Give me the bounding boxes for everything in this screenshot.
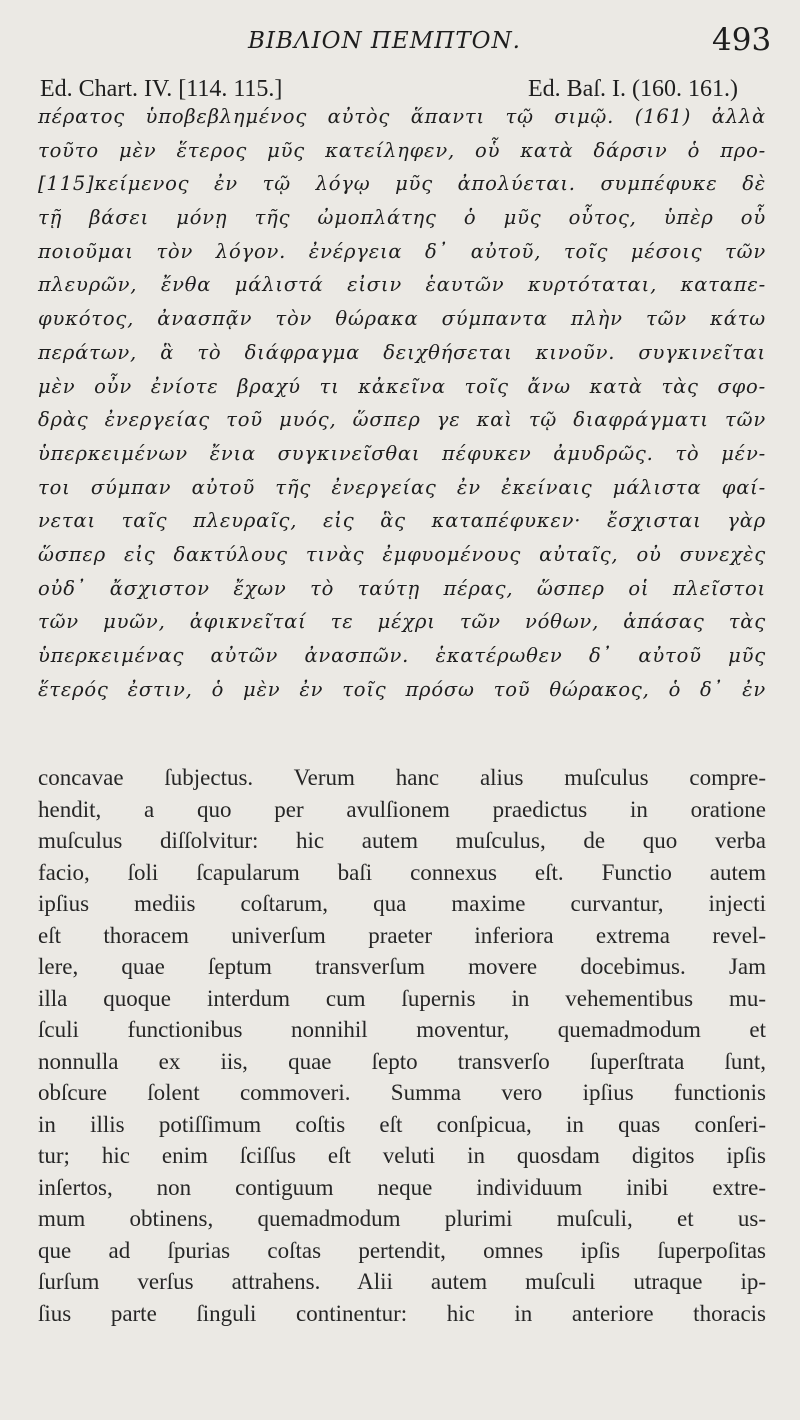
latin-text-line: tur; hic enim ſciſſus eſt veluti in quosdam digitos ipſis: [38, 1143, 766, 1168]
latin-text-line: illa quoque interdum cum ſupernis in vehementibus mu-: [38, 985, 766, 1011]
running-title: ΒΙΒΛΙΟΝ ΠΕΜΠΤΟΝ.: [248, 28, 521, 54]
greek-text-line: πλευρῶν, ἔνθα μάλιστά εἰσιν ἑαυτῶν κυρτόταται, καταπε-: [38, 273, 766, 297]
greek-text-line: δρὰς ἐνεργείας τοῦ μυός, ὥσπερ γε καὶ τῷ διαφράγματι τῶν: [38, 408, 766, 432]
greek-text-line: ὑπερκειμένων ἔνια συγκινεῖσθαι πέφυκεν ἀμυδρῶς. τὸ μέν-: [38, 441, 766, 465]
latin-text-block: [38, 762, 766, 1329]
greek-text-line: φυκότος, ἀνασπᾷν τὸν θώρακα σύμπαντα πλὴν τῶν κάτω: [38, 307, 766, 331]
greek-text-line: τοῦτο μὲν ἕτερος μῦς κατείληφεν, οὗ κατὰ δάρσιν ὁ προ-: [38, 138, 766, 162]
latin-text-line: facio, ſoli ſcapularum baſi connexus eſt. Functio autem: [38, 859, 766, 885]
latin-text-line: inſertos, non contiguum neque individuum inibi extre-: [38, 1174, 766, 1200]
latin-text-line: que ad ſpurias coſtas pertendit, omnes ipſis ſuperpoſitas: [38, 1237, 766, 1263]
latin-text-line: lere, quae ſeptum transverſum movere docebimus. Jam: [38, 954, 766, 979]
greek-text-line: ὥσπερ εἰς δακτύλους τινὰς ἐμφυομένους αὐταῖς, οὐ συνεχὲς: [38, 542, 766, 566]
greek-text-line: τῶν μυῶν, ἀφικνεῖταί τε μέχρι τῶν νόθων, ἁπάσας τὰς: [38, 610, 766, 634]
greek-text-line: ὑπερκειμένας αὐτῶν ἀνασπῶν. ἑκατέρωθεν δ᾽ αὐτοῦ μῦς: [38, 644, 766, 667]
latin-text-line: obſcure ſolent commoveri. Summa vero ipſius functionis: [38, 1080, 766, 1105]
greek-text-line: μὲν οὖν ἐνίοτε βραχύ τι κἀκεῖνα τοῖς ἄνω κατὰ τὰς σφο-: [38, 374, 766, 398]
edition-reference-basel: Ed. Baſ. I. (160. 161.): [528, 76, 738, 102]
greek-text-line: τῇ βάσει μόνῃ τῆς ὠμοπλάτης ὁ μῦς οὗτος, ὑπὲρ οὗ: [38, 206, 766, 230]
latin-text-line: ſius parte ſinguli continentur: hic in anteriore thoracis: [38, 1300, 766, 1326]
greek-text-line: νεται ταῖς πλευραῖς, εἰς ἃς καταπέφυκεν· ἔσχισται γὰρ: [38, 509, 766, 533]
greek-text-line: [115]κείμενος ἐν τῷ λόγῳ μῦς ἀπολύεται. συμπέφυκε δὲ: [38, 172, 766, 196]
running-head: [0, 22, 800, 62]
edition-reference-chart: Ed. Chart. IV. [114. 115.]: [40, 76, 283, 102]
latin-text-line: nonnulla ex iis, quae ſepto transverſo ſuperſtrata ſunt,: [38, 1048, 766, 1074]
greek-text-line: ἕτερός ἐστιν, ὁ μὲν ἐν τοῖς πρόσω τοῦ θώρακος, ὁ δ᾽ ἐν: [38, 677, 766, 701]
latin-text-line: concavae ſubjectus. Verum hanc alius muſculus compre-: [38, 765, 766, 790]
latin-text-line: ſurſum verſus attrahens. Alii autem muſculi utraque ip-: [38, 1269, 766, 1294]
latin-text-line: hendit, a quo per avulſionem praedictus in oratione: [38, 796, 766, 822]
greek-text-line: πέρατος ὑποβεβλημένος αὐτὸς ἅπαντι τῷ σιμῷ. (161) ἀλλὰ: [38, 105, 766, 128]
latin-text-line: ipſius mediis coſtarum, qua maxime curvantur, injecti: [38, 891, 766, 916]
greek-text-line: τοι σύμπαν αὐτοῦ τῆς ἐνεργείας ἐν ἐκείναις μάλιστα φαί-: [38, 475, 766, 499]
greek-text-line: ποιοῦμαι τὸν λόγον. ἐνέργεια δ᾽ αὐτοῦ, τοῖς μέσοις τῶν: [38, 239, 766, 263]
greek-text-line: οὐδ᾽ ἄσχιστον ἔχων τὸ ταύτῃ πέρας, ὥσπερ οἱ πλεῖστοι: [38, 576, 766, 600]
greek-text-line: περάτων, ἃ τὸ διάφραγμα δειχθήσεται κινοῦν. συγκινεῖται: [38, 340, 766, 364]
greek-text-block: [38, 100, 766, 706]
page-number: 493: [712, 22, 772, 58]
latin-text-line: muſculus diſſolvitur: hic autem muſculus, de quo verba: [38, 828, 766, 853]
latin-text-line: in illis potiſſimum coſtis eſt conſpicua, in quas conſeri-: [38, 1111, 766, 1137]
latin-text-line: ſculi functionibus nonnihil moventur, quemadmodum et: [38, 1017, 766, 1042]
latin-text-line: eſt thoracem univerſum praeter inferiora extrema revel-: [38, 922, 766, 948]
latin-text-line: mum obtinens, quemadmodum plurimi muſculi, et us-: [38, 1206, 766, 1231]
